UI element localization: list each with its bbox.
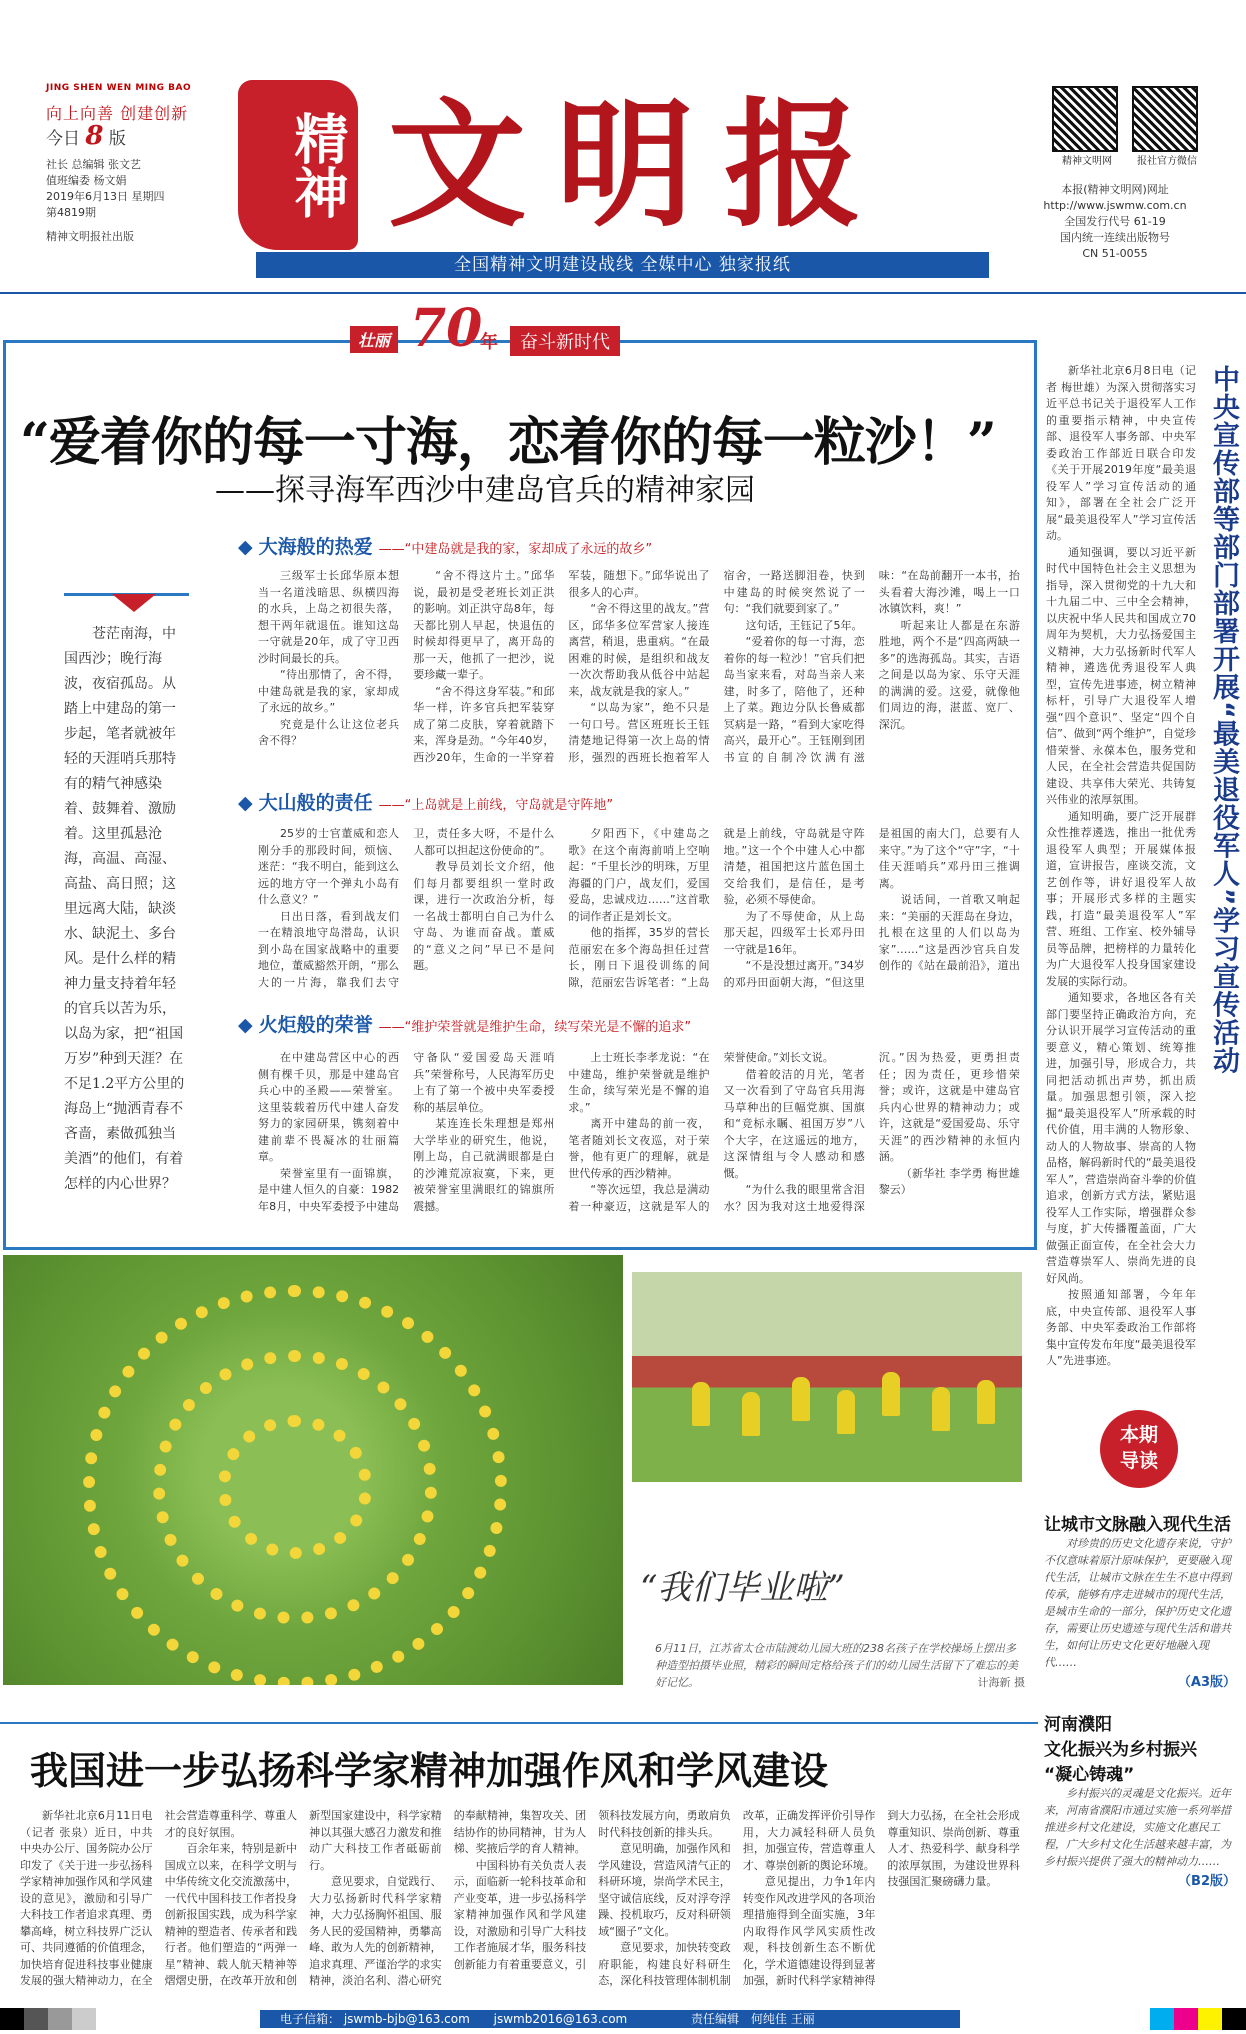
divider xyxy=(0,292,1246,294)
email-link[interactable]: jswmb-bjb@163.com xyxy=(343,2012,470,2026)
print-mark xyxy=(1198,2008,1222,2030)
logo-title: 文明报 xyxy=(388,83,893,246)
masthead-info xyxy=(46,80,206,245)
divider xyxy=(0,1722,1038,1724)
photo-figure xyxy=(932,1387,950,1431)
print-mark xyxy=(24,2008,48,2030)
print-mark xyxy=(72,2008,96,2030)
issue-date: 2019年6月13日 星期四 xyxy=(46,190,165,203)
print-mark xyxy=(1150,2008,1174,2030)
qr-block xyxy=(1132,86,1202,167)
photo-figure xyxy=(792,1377,810,1421)
feature-intro: 苍茫南海，中国西沙；晚行海波，夜宿孤岛。从踏上中建岛的第一步起，笔者就被年轻的天涯哨兵那特有的精气神感染着、鼓舞着、激励着。这里孤悬沧海，高温、高湿、高盐、高日照；这里远离大陆，缺淡水、缺泥土、多台风。是什么样的精神力量支持着年轻的官兵以苦为乐，以岛为家，把“祖国万岁”种到天涯？在不足1.2平方公里的海岛上“抛洒青春不吝啬，素做孤独当美酒”的他们，有着怎样的内心世界？ xyxy=(64,626,185,1192)
newspaper-logo xyxy=(238,80,958,255)
email-link[interactable]: jswmb2016@163.com xyxy=(493,2012,628,2026)
photo-figure xyxy=(837,1390,855,1434)
staff-line: 社长 总编辑 张文艺 xyxy=(46,158,141,171)
photo-figure xyxy=(977,1380,995,1424)
photo-figure xyxy=(742,1392,760,1436)
right-article-headline[interactable]: 中央宣传部等部门部署开展“最美退役军人”学习宣传活动 xyxy=(1208,365,1239,1075)
staff-line: 值班编委 杨文娟 xyxy=(46,174,127,187)
guide-item[interactable]: 河南濮阳 文化振兴为乡村振兴 “凝心铸魂” 乡村振兴的灵魂是文化振兴。近年来，河南省濮阳市通过实施一系列举措推进乡村文化建设，实施文化惠民工程，广大乡村文化生活越来越丰富，为乡村振兴提供了强大的精神动力…… （B2版） xyxy=(1044,1715,1236,1889)
qr-code-icon[interactable] xyxy=(1052,86,1118,152)
brand-pinyin: JING SHEN WEN MING BAO xyxy=(46,83,192,93)
qr-label: 报社官方微信 xyxy=(1137,156,1197,167)
print-mark xyxy=(1174,2008,1198,2030)
section-body: 25岁的士官董威和恋人刚分手的那段时间，烦恼、迷茫：“我不明白，能到这么远的地方守一个弹丸小岛有什么意义？” 日出日落，看到战友们一在精浪地守岛潜岛，认识到小岛在国家战略中的重要地位，董威豁然开朗，“那么大的一片海，靠我们去守卫，责任多大呀，不是什么人都可以担起这份使命的”。 教导员刘长文介绍，他们每月都要组织一堂时政课，进行一次政治分析，每一名战士都明白自己为什么守岛、为谁而奋战。董威的“意义之问”早已不是问题。 夕阳西下，《中建岛之歌》在这个南海前哨上空响起：“千里长沙的明珠，万里海疆的门户，战友们，爱国爱岛，忠诚戍边……”这首歌的词作者正是刘长文。 他的指挥，35岁的营长范丽宏在多个海岛担任过营长，刚日下退役训练的间隙，范丽宏告诉笔者：“上岛就是上前线，守岛就是守阵地。”这一个个中建人心中都清楚，祖国把这片蓝色国土交给我们，是信任，是考验，必须不辱使命。 为了不辱使命，从上岛那天起，四级军士长邓丹田一守就是16年。 “不是没想过离开。”34岁的邓丹田面朝大海，“但这里是祖国的南大门，总要有人来守。”为了这个“守”字，“十佳天涯哨兵”邓丹田三推调离。 说话间，一首歌又响起来：“美丽的天涯岛在身边，扎根在这里的人们以岛为家”……“这是西沙官兵自发创作的《站在最前沿》，道出 xyxy=(258,827,1020,989)
issue-number: 第4819期 xyxy=(46,206,96,219)
decor-triangle-icon xyxy=(112,594,156,612)
graduation-photo-running[interactable] xyxy=(632,1272,1022,1482)
anniversary-badge: 壮丽 70 年 奋斗新时代 xyxy=(350,298,680,354)
website-link[interactable]: http://www.jswmw.com.cn xyxy=(1043,199,1187,212)
photo-figure xyxy=(882,1372,900,1416)
today-pages: 今日 8 版 xyxy=(46,121,126,151)
slogan: 向上向善 创建创新 xyxy=(46,104,189,123)
print-mark xyxy=(48,2008,72,2030)
photo-figure xyxy=(692,1382,710,1426)
bottom-headline[interactable]: 我国进一步弘扬科学家精神加强作风和学风建设 xyxy=(30,1748,829,1793)
qr-label: 精神文明网 xyxy=(1062,156,1112,167)
page-footer xyxy=(0,2004,1246,2034)
bottom-article-body: 新华社北京6月11日电（记者 张泉）近日，中共中央办公厅、国务院办公厅印发了《关于进一步弘扬科学家精神加强作风和学风建设的意见》，激励和引导广大科技工作者追求真理、勇攀高峰，树立科技界广泛认可、共同遵循的价值理念，加快培育促进科技事业健康发展的强大精神动力，在全社会营造尊重科学、尊重人才的良好氛围。 百余年来，特别是新中国成立以来，在科学文明与中华传统文化交流激荡中，一代代中国科技工作者投身创新报国实践，成为科学家精神的塑造者、传承者和践行者。他们塑造的“两弹一星”精神、载人航天精神等熠熠史册，在改革开放和创新型国家建设中，科学家精神以其强大感召力激发和推动广大科技工作者砥砺前行。 意见要求，自觉践行、大力弘扬新时代科学家精神，大力弘扬胸怀祖国、服务人民的爱国精神，勇攀高峰、敢为人先的创新精神，追求真理、严谨治学的求实精神，淡泊名利、潜心研究的奉献精神，集智攻关、团结协作的协同精神，甘为人梯、奖掖后学的育人精神。 中国科协有关负责人表示，面临新一轮科技革命和产业变革，进一步弘扬科学家精神加强作风和学风建设，对激励和引导广大科技工作者施展才华，服务科技创新能力有着重要意义，引领科技发展方向，勇敢肩负时代科技创新的排头兵。 意见明确，加强作风和学风建设，营造风清气正的科研环境，崇尚学术民主，坚守诚信底线，反对浮夸浮躁、投机取巧，反对科研领域“圈子”文化。 意见要求，加快转变政府职能，构建良好科研生态，深化科技管理体制机制改革，正确发挥评价引导作用，大力减轻科研人员负担，加强宣传，营造尊重人才、尊崇创新的舆论环境。 意见提出，力争1年内转变作风改进学风的各项治理措施得到全面实施，3年内取得作风学风实质性改观，科技创新生态不断优化，学术道德建设得到显著加强，新时代科学家精神得到大力弘扬，在全社会形成尊重知识、崇尚创新、尊重人才、热爱科学、献身科学的浓厚氛围，为建设世界科技强国汇聚磅礴力量。 xyxy=(20,1809,1020,1987)
section-body: 三级军士长邱华原本想当一名道浅暗思、纵横四海的水兵，上岛之初很失落，想干两年就退伍。谁知这岛一守就是20年，成了守卫西沙时间最长的兵。 “待出那情了，舍不得，中建岛就是我的家，家却成了永远的故乡。” 究竟是什么让这位老兵舍不得？ “舍不得这片土。”邱华说，最初是受老班长刘正洪的影响。刘正洪守岛8年，每天都比别人早起，快退伍的时候却得更早了，离开岛的那一天，他抓了一把沙，说要珍藏一辈子。 “舍不得这身军装。”和邱华一样，许多官兵把军装穿成了第二皮肤，穿着就踏下来，浑身是劲。“今年40岁，西沙20年，生命的一半穿着军装，随想下。”邱华说出了很多人的心声。 “舍不得这里的战友。”营区，邱华多位军营家人接连离营，稍退，患重病。“在最困难的时候，是组织和战友一次次帮助我从低谷中站起来，战友就是我的家人。” “以岛为家”，绝不只是一句口号。营区班班长王钰清楚地记得第一次上岛的情形，强烈的西班长抱着军人宿舍，一路送脚泪卷，快到中建岛的时候突然说了一句：“我们就要到家了。” 这句话，王钰记了5年。 “爱着你的每一寸海，恋着你的每一粒沙！”官兵们把岛当家来看，对岛当亲人来建，时多了，陪他了，还种上了菜。跑边分队长鲁威都冥病是一路，“看到大家吃得高兴，最开心”。王钰刚到团书宣的自制冷饮满有滋味：“在岛前翻开一本书，抬头看着大海沙滩，喝上一口冰镇饮料，爽！” 听起来让人都是在东游胜地，两个不是“四高两缺一多”的选海孤岛。其实，吉语之间是以岛为家、乐守天涯的满满的爱。这爱，就像他们周边的海，湛蓝、宽厂、深沉。 xyxy=(258,569,1020,764)
print-mark xyxy=(0,2008,24,2030)
right-article-body: 新华社北京6月8日电（记者 梅世雄）为深入贯彻落实习近平总书记关于退役军人工作的重要指示精神，中央宣传部、退役军人事务部、中央军委政治工作部近日联合印发《关于开展2019年度“最美退役军人”学习宣传活动的通知》，部署在全社会广泛开展“最美退役军人”学习宣传活动。 通知强调，要以习近平新时代中国特色社会主义思想为指导，深入贯彻党的十九大和十九届二中、三中全会精神，以庆祝中华人民共和国成立70周年为契机，大力弘扬爱国主义精神，大力弘扬新时代军人精神，遴选优秀退役军人典型，宣传先进事迹，树立精神标杆，引导广大退役军人增强“四个意识”、坚定“四个自信”、做到“两个维护”，自觉珍惜荣誉、永葆本色，服务党和人民，在全社会营造共促国防建设、共享伟大荣光、共铸复兴伟业的浓厚氛围。 通知明确，要广泛开展群众性推荐遴选，推出一批优秀退役军人典型；开展媒体报道，宣讲报告，座谈交流，文艺创作等，讲好退役军人故事；开展形式多样的主题实践，打造“最美退役军人”军营、班组、工作室、校外辅导员等品牌，把榜样的力量转化为广大退役军人投身国家建设发展的实际行动。 通知要求，各地区各有关部门要坚持正确政治方向，充分认识开展学习宣传活动的重要意义，精心策划、统筹推进，加强引导，形成合力，共同把活动抓出声势，抓出质量。加强思想引领，深入挖掘“最美退役军人”所承载的时代价值，用丰满的人物形象、动人的人物故事、崇高的人物品格，解码新时代的“最美退役军人”，营造崇尚奋斗拳的价值追求，创新方式方法，紧贴退役军人工作实际，增强群众参与度，扩大传播覆盖面，广大做强正面宣传，在全社会大力营造尊崇军人、崇尚先进的良好风尚。 按照通知部署，今年年底，中央宣传部、退役军人事务部、中央军委政治工作部将集中宣传发布年度“最美退役军人”先进事迹。 xyxy=(1046,364,1196,1367)
guide-badge: 本期 导读 xyxy=(1100,1410,1178,1488)
diamond-icon: ◆ xyxy=(238,792,253,814)
masthead-bluebar: 全国精神文明建设战线 全媒中心 独家报纸 xyxy=(256,252,989,278)
publication-info: 本报(精神文明网)网址 http://www.jswmw.com.cn 全国发行代号 61-19 国内统一连续出版物号 CN 51-0055 xyxy=(1040,182,1190,262)
logo-seal: 精神 xyxy=(238,80,358,250)
print-mark xyxy=(1222,2008,1246,2030)
graduation-photo-circle[interactable] xyxy=(3,1255,623,1685)
photo-credit: 计海新 摄 xyxy=(977,1676,1025,1689)
diamond-icon: ◆ xyxy=(238,536,253,558)
publisher: 精神文明报社出版 xyxy=(46,230,134,243)
section-title: ◆ 大山般的责任 ——“上岛就是上前线，守岛就是守阵地” xyxy=(238,792,614,814)
diamond-icon: ◆ xyxy=(238,1014,253,1036)
feature-subheadline: ——探寻海军西沙中建岛官兵的精神家园 xyxy=(215,473,755,508)
guide-item[interactable]: 让城市文脉融入现代生活 对珍贵的历史文化遗存来说，守护不仅意味着原汁原味保护，更要融入现代生活，让城市文脉在生生不息中得到传承，能够有序走进城市的现代生活，是城市生命的一部分，保护历史文化遗存，需要让历史遗迹与现代生活和谐共生，如何让历史文化更好地融入现代…… （A3版） xyxy=(1044,1515,1236,1690)
section-title: ◆ 大海般的热爱 ——“中建岛就是我的家，家却成了永远的故乡” xyxy=(238,536,653,558)
footer-bar: 电子信箱： jswmb-bjb@163.com jswmb2016@163.com 责任编辑 何纯佳 王丽 xyxy=(260,2010,960,2028)
section-body: 在中建岛营区中心的西侧有棵千贝，那是中建岛官兵心中的圣殿——荣誉室。这里装载着历代中建人奋发努力的家园研果，镌刻着中建前辈不畏凝冰的壮丽篇章。 荣誉室里有一面锦旗，是中建人恒久的自豪：1982年8月，中央军委授予中建岛守备队“爱国爱岛天涯哨兵”荣誉称号，人民海军历史上有了第一个被中央军委授称的基层单位。 某连连长朱理想是郑州大学毕业的研究生，他说，刚上岛，自己就满眼都是白的沙滩荒凉寂寞，下来，更被荣誉室里满眼红的锦旗所震撼。 上士班长李孝龙说：“在中建岛，维护荣誉就是维护生命，续写荣光是不懈的追求。” 离开中建岛的前一夜，笔者随刘长文夜巡，对于荣誉，他有更广的理解，就是世代传承的西沙精神。 “等次远望，我总是满动着一种豪迈，这就是军人的荣誉使命。”刘长文说。 借着皎洁的月光，笔者又一次看到了守岛官兵用海马草种出的巨幅党旗、国旗和“竞标永瞩、祖国万岁”八个大字，在这遥远的地方，这深情组与令人感动和感慨。 “为什么我的眼里常含泪水？因为我对这土地爱得深沉。”因为热爱，更勇担责任；因为责任，更珍惜荣誉；或许，这就是中建岛官兵内心世界的精神动力；或许，这就是“爱国爱岛、乐守天涯”的西沙精神的永恒内涵。 （新华社 李学勇 梅世雄 黎云） xyxy=(258,1051,1020,1213)
photo-caption: 6月11日，江苏省太仓市陆渡幼儿园大班的238名孩子在学校操场上摆出多种造型拍摄毕业照，精彩的瞬间定格给孩子们的幼儿园生活留下了难忘的美好记忆。 计海新 摄 xyxy=(655,1642,1025,1689)
feature-headline[interactable]: “爱着你的每一寸海，恋着你的每一粒沙！” xyxy=(20,412,996,473)
qr-code-icon[interactable] xyxy=(1132,86,1198,152)
photo-title: “我们毕业啦” xyxy=(640,1568,845,1608)
section-title: ◆ 火炬般的荣誉 ——“维护荣誉就是维护生命，续写荣光是不懈的追求” xyxy=(238,1014,692,1036)
qr-block xyxy=(1052,86,1122,167)
photo-ring xyxy=(218,1415,372,1559)
